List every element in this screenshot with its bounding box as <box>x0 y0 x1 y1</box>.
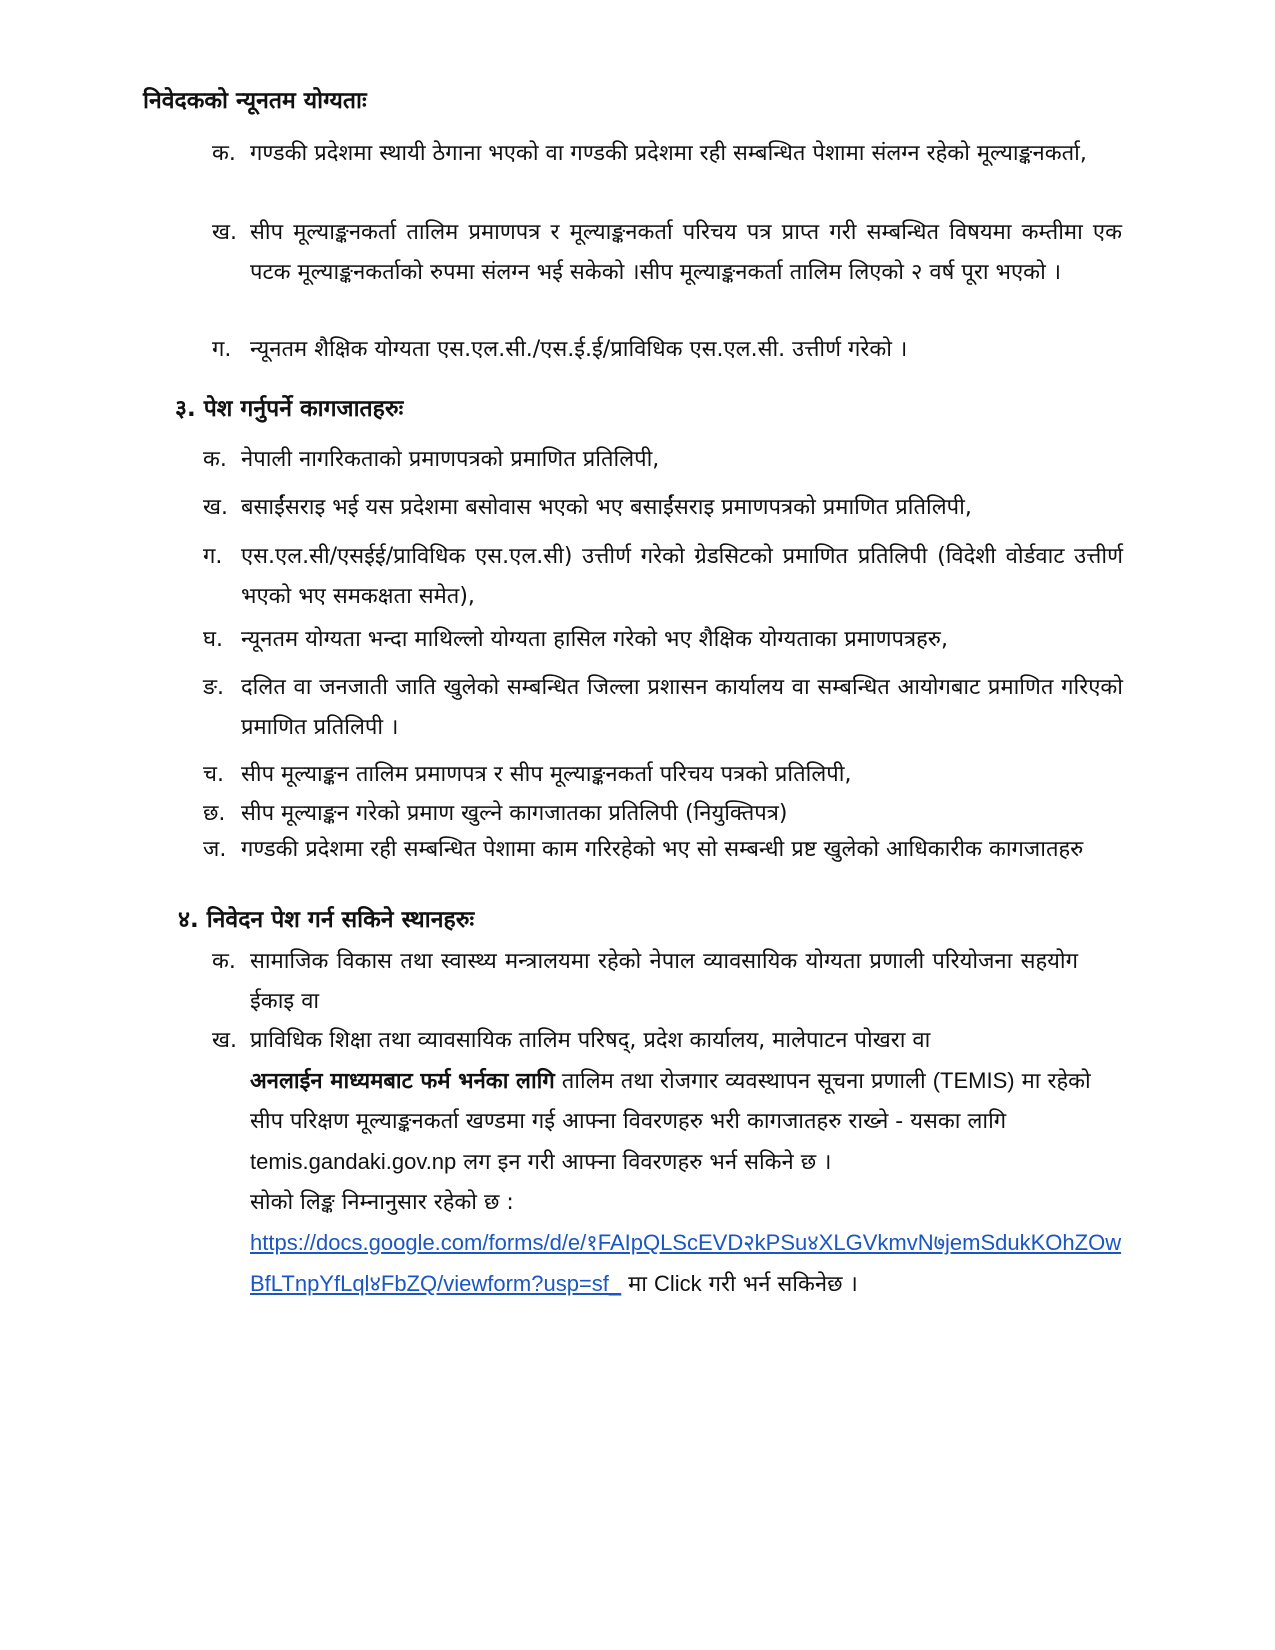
list-item-text: सीप मूल्याङ्कन तालिम प्रमाणपत्र र सीप मूल्याङ्कनकर्ता परिचय पत्रको प्रतिलिपी, <box>241 762 852 787</box>
link-intro-text: सोको लिङ्क निम्नानुसार रहेको छ : <box>250 1190 514 1215</box>
temis-site-text: temis.gandaki.gov.np <box>250 1149 457 1174</box>
temis-abbreviation: (TEMIS) <box>932 1068 1015 1093</box>
list-item-text: प्राविधिक शिक्षा तथा व्यावसायिक तालिम परिषद्, प्रदेश कार्यालय, मालेपाटन पोखरा वा <box>250 1028 931 1053</box>
list-item-text: लग इन गरी आफ्ना विवरणहरु भर्न सकिने छ । <box>463 1150 832 1175</box>
list-item <box>203 794 1123 834</box>
places-heading: ४. निवेदन पेश गर्न सकिने स्थानहरुः <box>178 907 475 933</box>
list-item <box>203 488 1123 528</box>
list-item <box>203 668 1123 748</box>
list-item-body <box>250 1021 1122 1305</box>
list-item-text: न्यूनतम योग्यता भन्दा माथिल्लो योग्यता हासिल गरेको भए शैक्षिक योग्यताका प्रमाणपत्रहरु, <box>241 627 948 652</box>
list-item-text: सीप मूल्याङ्कनकर्ता तालिम प्रमाणपत्र र मूल्याङ्कनकर्ता परिचय पत्र प्राप्त गरी सम्बन्धित विषयमा कम्तीमा एक पटक मूल्याङ्कनकर्ताको रुपमा संलग्न भई सकेको ।सीप मूल्याङ्कनकर्ता तालिम लिएको २ वर्ष पूरा भएको । <box>250 220 1122 285</box>
documents-heading: ३. पेश गर्नुपर्ने कागजातहरुः <box>175 396 404 422</box>
list-marker: क. <box>203 447 227 472</box>
list-item-text: दलित वा जनजाती जाति खुलेको सम्बन्धित जिल्ला प्रशासन कार्यालय वा सम्बन्धित आयोगबाट प्रमाणित गरिएको प्रमाणित प्रतिलिपी । <box>241 675 1123 740</box>
list-item-text: बसाईंसराइ भई यस प्रदेशमा बसोवास भएको भए बसाईंसराइ प्रमाणपत्रको प्रमाणित प्रतिलिपी, <box>241 495 972 520</box>
list-item <box>212 213 1122 293</box>
list-item-text: मा <box>628 1272 647 1297</box>
list-item-text: तालिम तथा रोजगार व्यवस्थापन सूचना प्रणाली <box>561 1069 926 1094</box>
list-item-text: सीप मूल्याङ्कन गरेको प्रमाण खुल्ने कागजातका प्रतिलिपी (नियुक्तिपत्र) <box>241 801 788 826</box>
list-marker: ग. <box>203 544 223 569</box>
list-marker: ज. <box>203 837 227 862</box>
list-item <box>203 537 1123 617</box>
list-item <box>212 134 1122 174</box>
list-marker: क. <box>212 949 236 974</box>
list-item-text: नेपाली नागरिकताको प्रमाणपत्रको प्रमाणित प्रतिलिपी, <box>241 447 660 472</box>
list-marker: ख. <box>212 220 237 245</box>
list-marker: ख. <box>203 495 228 520</box>
google-form-link[interactable]: https://docs.google.com/forms/d/e/१FAIpQLScEVD२kPSu४XLGVkmvN७jemSdukKOhZOwBfLTnpYfLql४FbZQ/viewform?usp=sf_ <box>250 1230 1122 1296</box>
list-marker: ग. <box>212 337 232 362</box>
list-item <box>203 755 1123 795</box>
list-item <box>203 831 1123 869</box>
list-marker: छ. <box>203 801 226 826</box>
list-item <box>212 1021 1122 1305</box>
list-marker: घ. <box>203 627 223 652</box>
list-marker: ङ. <box>203 675 225 700</box>
list-item <box>212 942 1078 1022</box>
min-qualification-heading: निवेदकको न्यूनतम योग्यताः <box>143 88 367 114</box>
list-item-text: गरी भर्न सकिनेछ । <box>708 1272 858 1297</box>
list-item-text: गण्डकी प्रदेशमा रही सम्बन्धित पेशामा काम गरिरहेको भए सो सम्बन्धी प्रष्ट खुलेको आधिकारीक कागजातहरु <box>241 837 1084 862</box>
list-item-text: मा रहेको सीप परिक्षण मूल्याङ्कनकर्ता खण्डमा गई आफ्ना विवरणहरु भरी कागजातहरु राख्ने - यसका लागि <box>250 1069 1091 1134</box>
list-marker: क. <box>212 141 236 166</box>
list-item-text: सामाजिक विकास तथा स्वास्थ्य मन्त्रालयमा रहेको नेपाल व्यावसायिक योग्यता प्रणाली परियोजना सहयोग ईकाइ वा <box>250 949 1078 1014</box>
click-word: Click <box>654 1271 702 1296</box>
list-marker: ख. <box>212 1028 237 1053</box>
list-item <box>212 330 1122 370</box>
list-marker: च. <box>203 762 224 787</box>
list-item-text: न्यूनतम शैक्षिक योग्यता एस.एल.सी./एस.ई.ई/प्राविधिक एस.एल.सी. उत्तीर्ण गरेको । <box>250 337 908 362</box>
online-form-bold-text: अनलाईन माध्यमबाट फर्म भर्नका लागि <box>250 1069 555 1094</box>
list-item-text: एस.एल.सी/एसईई/प्राविधिक एस.एल.सी) उत्तीर्ण गरेको ग्रेडसिटको प्रमाणित प्रतिलिपी (विदेशी वोर्डवाट उत्तीर्ण भएको भए समकक्षता समेत), <box>241 544 1123 609</box>
list-item-text: गण्डकी प्रदेशमा स्थायी ठेगाना भएको वा गण्डकी प्रदेशमा रही सम्बन्धित पेशामा संलग्न रहेको मूल्याङ्कनकर्ता, <box>250 141 1087 166</box>
list-item <box>203 620 1123 660</box>
list-item <box>203 440 1123 480</box>
